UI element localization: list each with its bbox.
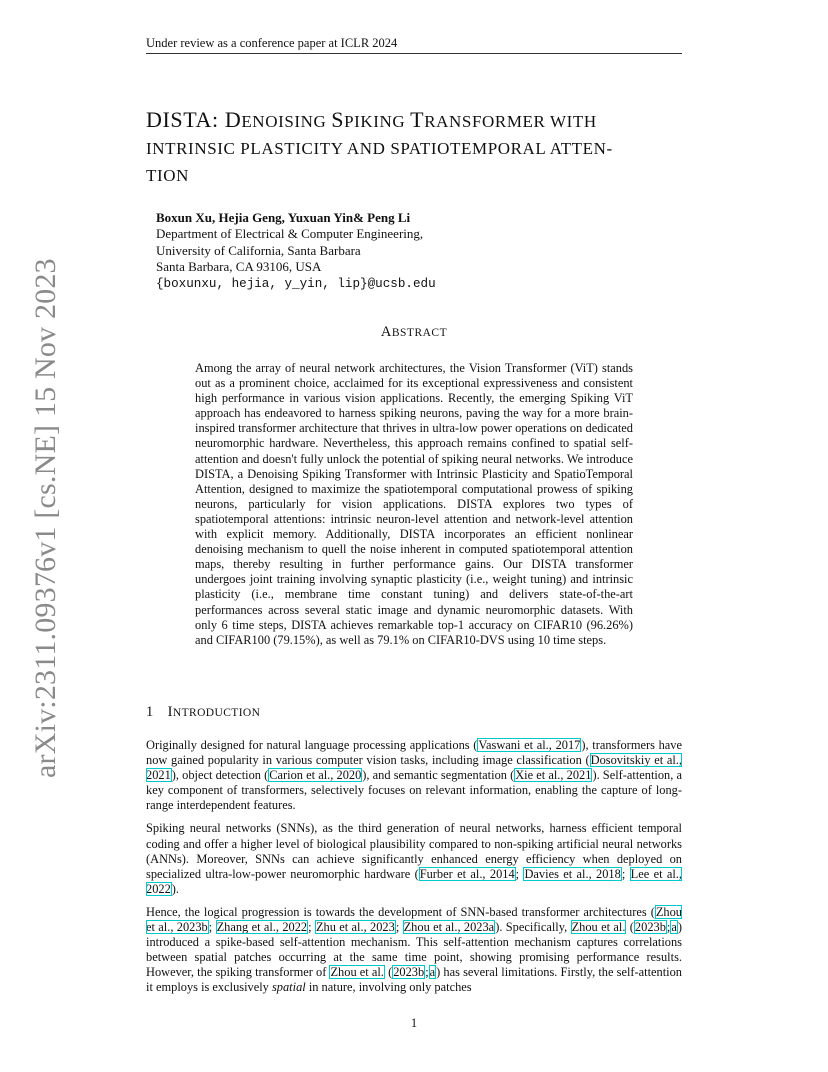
citation-link[interactable]: 2023b bbox=[393, 965, 425, 980]
paper-title bbox=[146, 106, 686, 189]
paragraph-3: Hence, the logical progression is towards the development of SNN-based transformer architectures (Zhou et al., 2023b; Zhang et al., 2022; Zhu et al., 2023; Zhou et al., 2023a). Specifically, Zhou et al. (2023b;a) introduced a spike-based self-attention mechanism. This self-attention mechanism captures correlations between spatial patches occurring at the same time point, showing promising performance results. However, the spiking transformer of Zhou et al. (2023b;a) has several limitations. Firstly, the self-attention it employs is exclusively spatial in nature, involving only patches bbox=[146, 904, 682, 995]
citation-link[interactable]: Zhang et al., 2022 bbox=[216, 920, 308, 935]
arxiv-stamp[interactable]: arXiv:2311.09376v1 [cs.NE] 15 Nov 2023 bbox=[29, 258, 62, 778]
citation-link[interactable]: Zhou et al. bbox=[571, 920, 626, 935]
citation-link[interactable]: 2023b bbox=[634, 920, 666, 935]
citation-link[interactable]: Furber et al., 2014 bbox=[419, 866, 515, 881]
abstract-text: Among the array of neural network architectures, the Vision Transformer (ViT) stands out as a prominent choice, acclaimed for its exceptional expressiveness and consistent high performance in various vision applications. Recently, the emerging Spiking ViT approach has endeavored to harness spiking neurons, paving the way for a more brain-inspired transformer architecture that thrives in ultra-low power operations on dedicated neuromorphic hardware. Nevertheless, this approach remains confined to spatial self-attention and doesn't fully unlock the potential of spiking neural networks. We introduce DISTA, a Denoising Spiking Transformer with Intrinsic Plasticity and SpatioTemporal Attention, designed to maximize the spatiotemporal computational prowess of spiking neurons, particularly for vision applications. DISTA explores two types of spatiotemporal attentions: intrinsic neuron-level attention and network-level attention with explicit memory. Additionally, DISTA incorporates an efficient nonlinear denoising mechanism to quell the noise inherent in computed spatiotemporal attention maps, thereby resulting in further performance gains. Our DISTA transformer undergoes joint training involving synaptic plasticity (i.e., weight tuning) and intrinsic plasticity (i.e., membrane time constant tuning) and delivers state-of-the-art performances across several static image and dynamic neuromorphic datasets. With only 6 time steps, DISTA achieves remarkable top-1 accuracy on CIFAR10 (96.26%) and CIFAR100 (79.15%), as well as 79.1% on CIFAR10-DVS using 10 time steps. bbox=[195, 361, 633, 647]
citation-link[interactable]: Zhou et al. bbox=[330, 965, 384, 980]
author-university: University of California, Santa Barbara bbox=[156, 242, 361, 258]
author-email[interactable]: {boxunxu, hejia, y_yin, lip}@ucsb.edu bbox=[156, 276, 436, 291]
title-line-3: TION bbox=[146, 166, 189, 185]
author-department: Department of Electrical & Computer Engineering, bbox=[156, 226, 424, 242]
abstract-heading: ABSTRACT bbox=[380, 324, 448, 340]
citation-link[interactable]: Zhu et al., 2023 bbox=[315, 920, 395, 935]
citation-link[interactable]: Vaswani et al., 2017 bbox=[478, 738, 581, 752]
citation-link[interactable]: Zhou et al., 2023a bbox=[403, 920, 495, 935]
author-block bbox=[156, 210, 436, 292]
header-rule bbox=[146, 53, 682, 54]
citation-link[interactable]: a bbox=[429, 965, 436, 980]
introduction-body bbox=[146, 738, 682, 1004]
citation-link[interactable]: Lee et al., 2022 bbox=[146, 866, 683, 896]
paragraph-1: Originally designed for natural language processing applications (Vaswani et al., 2017), transformers have now gained popularity in various computer vision tasks, including image classification (Dosovitskiy et al., 2021), object detection (Carion et al., 2020), and semantic segmentation (Xie et al., 2021). Self-attention, a key component of transformers, selectively focuses on relevant information, enabling the capture of long-range interdependent features. bbox=[146, 738, 682, 813]
emphasis-spatial: spatial bbox=[271, 980, 306, 995]
citation-link[interactable]: Davies et al., 2018 bbox=[524, 866, 621, 881]
running-header: Under review as a conference paper at ICLR 2024 bbox=[146, 36, 398, 50]
citation-link[interactable]: Carion et al., 2020 bbox=[269, 768, 362, 783]
title-line-1: DISTA: DENOISING SPIKING TRANSFORMER WITH bbox=[146, 107, 597, 132]
author-names: Boxun Xu, Hejia Geng, Yuxuan Yin& Peng Li bbox=[156, 210, 411, 225]
citation-link[interactable]: Zhou et al., 2023b bbox=[146, 904, 682, 935]
author-address: Santa Barbara, CA 93106, USA bbox=[156, 259, 322, 275]
page-number: 1 bbox=[410, 1016, 418, 1030]
citation-link[interactable]: Xie et al., 2021 bbox=[515, 768, 592, 783]
title-line-2: INTRINSIC PLASTICITY AND SPATIOTEMPORAL ATTEN- bbox=[146, 139, 613, 158]
citation-link[interactable]: Dosovitskiy et al., 2021 bbox=[146, 753, 682, 783]
citation-link[interactable]: a bbox=[671, 920, 677, 935]
section-heading-introduction: 1 INTRODUCTION bbox=[146, 704, 261, 720]
paragraph-2: Spiking neural networks (SNNs), as the third generation of neural networks, harness efficient temporal coding and offer a higher level of biological plausibility compared to non-spiking artificial neural networks (ANNs). Moreover, SNNs can achieve significantly enhanced energy efficiency when deployed on specialized ultra-low-power neuromorphic hardware (Furber et al., 2014; Davies et al., 2018; Lee et al., 2022). bbox=[146, 821, 683, 896]
